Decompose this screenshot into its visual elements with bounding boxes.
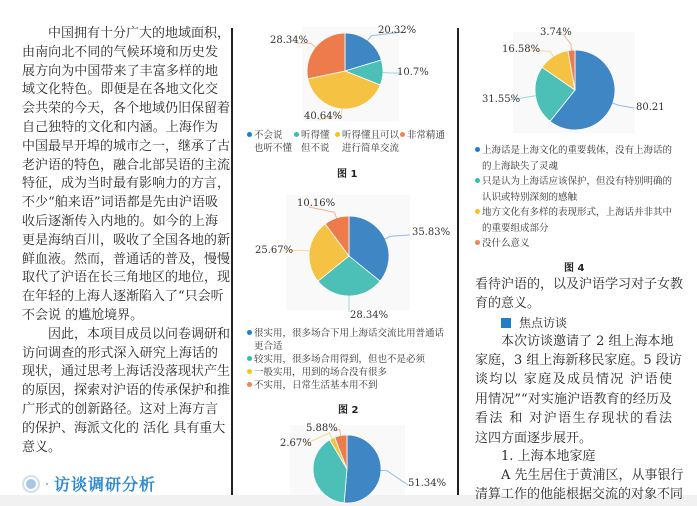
text-line: 清算工作的他能根据交流的对象不同 [475, 486, 684, 502]
figure-4-caption: 图 4 [564, 263, 585, 274]
legend-text: 也听不懂 [254, 143, 293, 154]
legend-text: 不会说 [254, 130, 283, 141]
legend-text: 的重要组成部分 [482, 222, 549, 234]
text-line: 因此，本项目成员以问卷调研和 [48, 326, 231, 342]
text-line: 鲜血液。然而，普通话的普及，慢慢 [22, 251, 231, 267]
text-line: 中国最早开埠的城市之一，继承了古 [22, 138, 231, 154]
legend-text: 较实用，很多场合用得到，但也不是必须 [254, 354, 426, 365]
legend-dot-icon [400, 132, 405, 137]
legend-text: 听得懂 [301, 130, 330, 141]
text-line: 由南向北不同的气候环境和历史发 [22, 44, 218, 60]
text-line: 会共荣的今天，各个地域仍旧保留着 [22, 101, 231, 117]
legend-item [475, 205, 672, 236]
subheading [475, 314, 672, 332]
figure-2-caption: 图 2 [338, 405, 359, 416]
legend-item [475, 236, 530, 252]
legend-item [247, 366, 387, 379]
legend-dot-icon [247, 330, 252, 335]
text-line: 更是海纳百川，吸收了全国各地的新 [22, 232, 231, 248]
pie3-label-1: 51.34% [408, 478, 447, 489]
text-line: 在年轻的上海人逐渐陷入了“只会听 [22, 289, 224, 305]
pie1-label-2: 10.7% [397, 67, 429, 78]
pie3-slice-1 [344, 435, 381, 503]
text-line: 自己独特的文化和内涵。上海作为 [22, 119, 218, 135]
legend-dot-icon [247, 369, 252, 374]
legend-item [294, 129, 330, 155]
legend-text: 地方文化有多样的表现形式，上海话并非其中 [482, 207, 673, 218]
legend-item [247, 327, 444, 353]
legend-dot-icon [247, 132, 252, 137]
pie4-label-1: 80.21 [636, 102, 665, 113]
legend-dot-icon [247, 382, 252, 387]
pie2-label-3: 25.67% [255, 245, 294, 256]
text-line: 特征，成为当时最有影响力的方言， [22, 176, 231, 192]
legend-dot-icon [475, 240, 480, 245]
pie2-label-4: 10.16% [297, 198, 336, 209]
section-heading-text: 访谈调研分析 [54, 475, 157, 494]
legend-item [475, 174, 672, 205]
pie4-label-4: 3.74% [540, 27, 572, 38]
pie1-slice-4 [307, 33, 345, 79]
paragraph [475, 467, 684, 505]
legend-text: 更合适 [254, 341, 283, 352]
text-line: 访问调查的形式深入研究上海话的 [22, 345, 218, 361]
paragraph [475, 332, 682, 448]
legend-text: 但不说 [301, 143, 330, 154]
legend-dot-icon [247, 356, 252, 361]
figure-1-caption: 图 1 [337, 169, 358, 180]
text-line: A 先生居住于黄浦区，从事银行 [501, 467, 684, 483]
legend-text: 一般实用，用到的场合没有很多 [254, 367, 388, 378]
text-line: 家庭，3 组上海新移民家庭。5 段访 [475, 352, 682, 368]
text-line: 谈均以 家庭及成员情况 沪语使 [475, 372, 672, 388]
text-line: 取代了沪语在长三角地区的地位，现 [22, 270, 231, 286]
subsection-title: 1. 上海本地家庭 [501, 448, 596, 464]
legend-dot-icon [335, 132, 340, 137]
legend-text: 听得懂且可以 [342, 130, 400, 141]
pie3-leader-line-1 [379, 470, 408, 485]
text-line: 域文化特色。即便是在各地文化交 [22, 82, 218, 98]
text-line: 的保护、海派文化的 活化 具有重大 [22, 420, 226, 436]
pie2-label-1: 35.83% [412, 227, 451, 238]
text-line: 意义。 [22, 439, 62, 455]
legend-item [247, 129, 292, 155]
pie2-leader-line-1 [383, 235, 410, 240]
pie4-label-3: 16.58% [502, 44, 541, 55]
text-line: 收后逐渐传入内地的。如今的上海 [22, 213, 218, 229]
pie4-label-2: 31.55% [482, 94, 521, 105]
text-line: 现状，通过思考上海话没落现状产生 [22, 364, 231, 380]
legend-dot-icon [475, 147, 480, 152]
legend-item [247, 379, 378, 392]
text-line: 中国拥有十分广大的地域面积， [48, 26, 231, 41]
legend-item [475, 143, 672, 174]
pie3-label-3: 2.67% [280, 438, 312, 449]
text-line: 看待沪语的，以及沪语学习对子女教 [475, 277, 684, 292]
legend-text: 非常精通 [407, 130, 446, 141]
text-line: 不会说 的尴尬境界。 [22, 307, 144, 323]
text-line: 育的意义。 [475, 295, 541, 311]
text-line: 广形式的创新路径。这对上海方言 [22, 401, 218, 417]
text-line: 老沪语的特色，融合北部吴语的主流 [22, 157, 231, 173]
square-bullet-icon [501, 318, 511, 328]
legend-item [247, 353, 425, 366]
pie1-label-1: 20.32% [378, 25, 417, 36]
legend-text: 上海话是上海文化的重要载体，没有上海话的 [482, 145, 673, 156]
pie4-leader-line-1 [611, 103, 634, 108]
text-line: 的原因，探索对沪语的传承保护和推 [22, 383, 231, 399]
right-column [475, 276, 684, 504]
pie1-label-4: 28.34% [270, 35, 309, 46]
legend-item [335, 129, 399, 155]
legend-text: 很实用，很多场合下用上海话交流比用普通话 [254, 328, 445, 339]
text-line: 本次访谈邀请了 2 组上海本地 [501, 333, 674, 349]
text-line: 用情况”“对实施沪语教育的经历及 [475, 391, 672, 407]
legend-dot-icon [294, 132, 299, 137]
subheading-text: 焦点访谈 [519, 315, 568, 330]
text-line: 展方向为中国带来了丰富多样的地 [22, 63, 218, 79]
text-line: 这四方面逐步展开。 [475, 430, 593, 446]
pie2-label-2: 28.34% [350, 310, 389, 321]
pie1-label-3: 40.64% [304, 111, 343, 122]
legend-dot-icon [475, 209, 480, 214]
legend-dot-icon [475, 178, 480, 183]
pie3-label-4: 5.88% [306, 423, 338, 434]
paragraph [475, 276, 684, 314]
legend-text: 进行简单交流 [342, 143, 400, 154]
legend-item [400, 129, 445, 142]
legend-text: 的上海缺失了灵魂 [482, 160, 559, 172]
text-line: 看法 和 对沪语生存现状的看法 [475, 411, 672, 427]
legend-text: 不实用，日常生活基本用不到 [254, 380, 378, 391]
legend-text: 只是认为上海话应该保护，但没有特别明确的 [482, 176, 673, 187]
legend-text: 没什么意义 [482, 238, 530, 249]
text-line: 不少“舶来语”词语都是先由沪语吸 [22, 195, 218, 211]
legend-text: 认识或特别深刻的感触 [482, 191, 578, 203]
